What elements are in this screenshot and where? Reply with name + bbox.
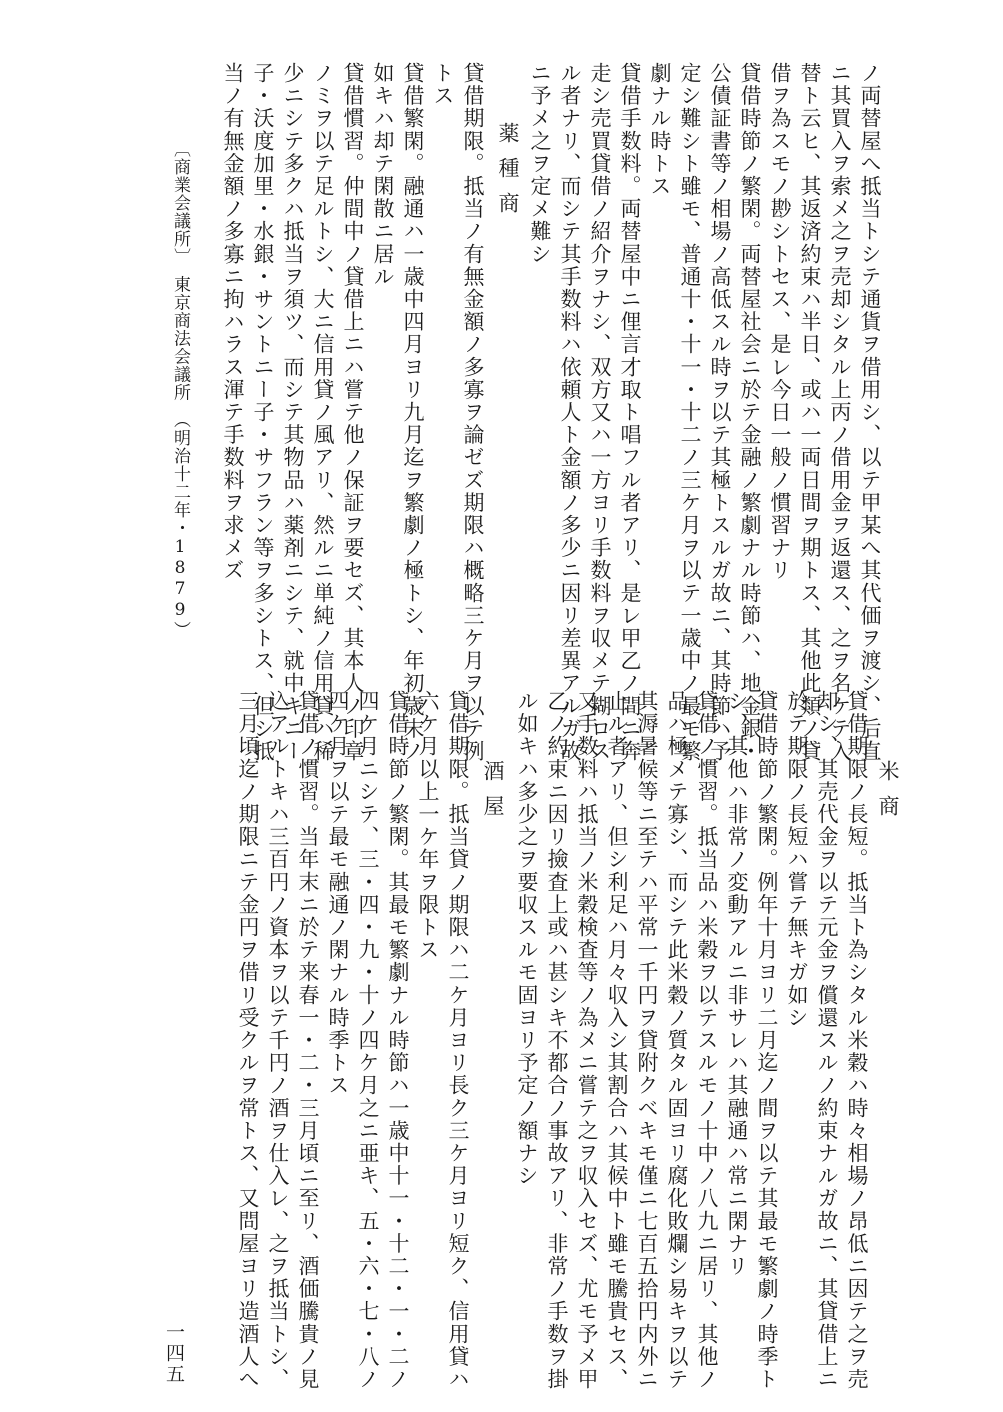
bottom-line-2: 貸借期限ノ長短。抵当ト為シタル米穀ハ時々相場ノ昂低ニ因テ之ヲ売	[845, 690, 869, 1391]
top-line-18: 貸借慣習。仲間中ノ貸借上ニハ嘗テ他ノ保証ヲ要セズ、其本人ノ印章	[341, 62, 365, 763]
top-line-10: 走シ売買貸借ノ紹介ヲナシ、双方又ハ一方ヨリ手数料ヲ収メテ糊ロス	[588, 62, 612, 763]
top-line-20: 少ニシテ多クハ抵当ヲ須ツ、而シテ其物品ハ薬剤ニシテ、就中キニー	[281, 62, 305, 763]
bottom-line-17: 貸借時節ノ繁閑。其最モ繁劇ナル時節ハ一歳中十一・十二・一・二ノ	[386, 690, 410, 1391]
top-line-5: 貸借時節ノ繁閑。両替屋社会ニ於テ金融ノ繁劇ナル時節ハ、地金銀・	[738, 62, 762, 763]
source-note: 〔商業会議所〕 東京商法会議所 （明治十二年・1879）	[170, 140, 190, 639]
top-line-22: 当ノ有無金額ノ多寡ニ拘ハラス渾テ手数料ヲ求メズ	[221, 62, 245, 582]
bottom-line-22: 三月頃迄ノ期限ニテ金円ヲ借リ受クルヲ常トス、又問屋ヨリ造酒人へ	[236, 690, 260, 1391]
section-heading-sakaya: 酒屋	[481, 760, 505, 830]
top-line-3: 替ト云ヒ、其返済約束ハ半日、或ハ一両日間ヲ期トス、其他此類ノ貸	[798, 62, 822, 763]
bottom-line-7: 貸借ノ慣習。抵当品ハ米穀ヲ以テスルモノ十中ノ八九ニ居リ、其他ノ	[695, 690, 719, 1391]
top-line-4: 借ヲ為スモノ尠シトセス、是レ今日一般ノ慣習ナリ	[768, 62, 792, 582]
bottom-line-15: 貸借期限。抵当貸ノ期限ハ二ケ月ヨリ長ク三ケ月ヨリ短ク、信用貸ハ	[446, 690, 470, 1391]
top-line-16: 貸借繁閑。融通ハ一歳中四月ヨリ九月迄ヲ繁劇ノ極トシ、年初歳末ノ	[401, 62, 425, 763]
bottom-line-6: シ、其他ハ非常ノ変動アルニ非サレハ其融通ハ常ニ閑ナリ	[725, 690, 749, 1278]
top-line-8: 劇ナル時トス	[648, 62, 672, 198]
bottom-line-10: 止ル者アリ、但シ利足ハ月々収入シ其割合ハ其候中ト雖モ騰貴セス、	[605, 690, 629, 1391]
bottom-line-13: ル如キハ多少之ヲ要収スルモ固ヨリ予定ノ額ナシ	[515, 690, 539, 1188]
bottom-line-11: 又手数料ハ抵当ノ米穀検査等ノ為メニ嘗テ之ヲ収入セズ、尤モ予メ甲	[575, 690, 599, 1391]
top-line-12: ニ予メ之ヲ定メ難シ	[528, 62, 552, 266]
top-line-14: 貸借期限。抵当ノ有無金額ノ多寡ヲ論ゼズ期限ハ概略三ケ月ヲ以テ例	[461, 62, 485, 763]
bottom-line-9: 其溽暑候等ニ至テハ平常一千円ヲ貸附クベキモ僅ニ七百五拾円内外ニ	[635, 690, 659, 1391]
top-line-1: ノ両替屋へ抵当トシテ通貨ヲ借用シ、以テ甲某へ其代価ヲ渡シ、后直	[858, 62, 882, 763]
bottom-line-20: 貸借ノ慣習。当年末ニ於テ来春一・二・三月頃ニ至リ、酒価騰貴ノ見	[296, 690, 320, 1391]
bottom-line-5: 貸借時節ノ繁閑。例年十月ヨリ二月迄ノ間ヲ以テ其最モ繁劇ノ時季ト	[755, 690, 779, 1391]
bottom-line-12: 乙ノ約束ニ因リ撿査上或ハ甚シキ不都合ノ事故アリ、非常ノ手数ヲ掛	[545, 690, 569, 1391]
bottom-line-19: 四ケ月ヲ以テ最モ融通ノ閑ナル時季トス	[326, 690, 350, 1097]
top-line-17: 如キハ却テ閑散ニ居ル	[371, 62, 395, 288]
top-line-19: ノミヲ以テ足ルトシ、大ニ信用貸ノ風アリ、然ルニ単純ノ信用貸ハ稀	[311, 62, 335, 763]
top-line-15: トス	[431, 62, 455, 108]
top-line-6: 公債証書等ノ相場ノ高低スル時ヲ以テ其極トスルガ故ニ、其時節ハ予	[708, 62, 732, 763]
top-line-7: 定シ難シト雖モ、普通十・十一・十二ノ三ケ月ヲ以テ一歳中ノ最モ繁	[678, 62, 702, 763]
bottom-line-4: 於テ期限ノ長短ハ嘗テ無キガ如シ	[785, 690, 809, 1029]
page-number: 一四五	[163, 1322, 185, 1385]
bottom-line-18: 四ケ月ニシテ、三・四・九・十ノ四ケ月之ニ亜キ、五・六・七・八ノ	[356, 690, 380, 1391]
section-heading-yakushu: 薬種商	[496, 122, 520, 227]
section-heading-beisho: 米商	[876, 760, 900, 830]
top-line-21: 子・沃度加里・水銀・サントニー子・サフラン等ヲ多シトス、但シ抵	[251, 62, 275, 763]
bottom-line-8: 品ハ極メテ寡シ、而シテ此米穀ノ質タル固ヨリ腐化敗爛シ易キヲ以テ	[665, 690, 689, 1391]
top-line-11: ル者ナリ、而シテ其手数料ハ依頼人ト金額ノ多少ニ因リ差異アルガ故	[558, 62, 582, 763]
bottom-line-21: 込アルトキハ三百円ノ資本ヲ以テ千円ノ酒ヲ仕入レ、之ヲ抵当トシ、	[266, 690, 290, 1391]
bottom-line-16: 六ケ月以上一ケ年ヲ限トス	[416, 690, 440, 962]
top-line-2: ニ其買入ヲ索メ之ヲ売却シタル上丙ノ借用金ヲ返還ス、之ヲ名ケテ入	[828, 62, 852, 763]
top-line-9: 貸借手数料。両替屋中ニ俚言才取ト唱フル者アリ、是レ甲乙ノ間ニ奔	[618, 62, 642, 763]
bottom-line-3: 却シ、其売代金ヲ以テ元金ヲ償還スルノ約束ナルガ故ニ、其貸借上ニ	[815, 690, 839, 1391]
